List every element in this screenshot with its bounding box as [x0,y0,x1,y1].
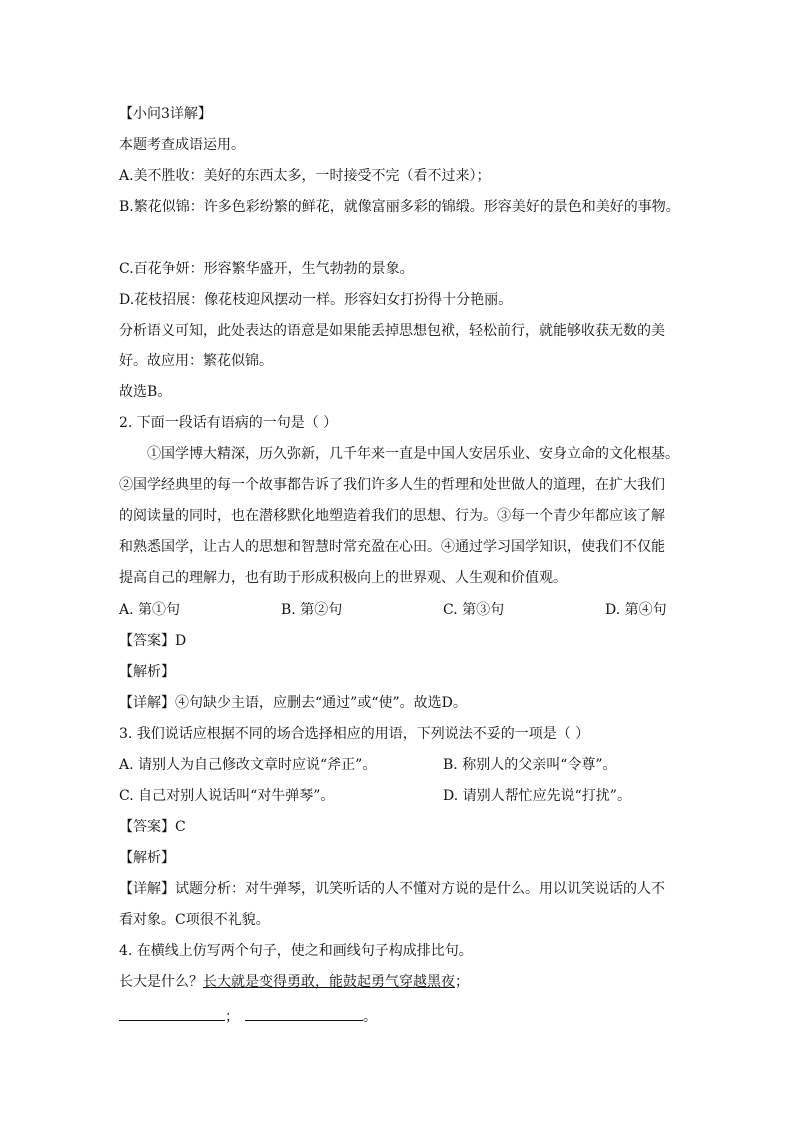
q3-option-b: B. 称别人的父亲叫“令尊”。 [443,757,617,773]
q2-passage-line3: 的阅读量的同时，也在潜移默化地塑造着我们的思想、行为。③每一个青少年都应该了解 [119,508,665,524]
q2-answer: 【答案】D [119,633,187,649]
q2-passage-line5: 提高自己的理解力，也有助于形成积极向上的世界观、人生观和价值观。 [119,570,567,586]
q4-example-prefix: 长大是什么？ [119,974,203,990]
q3-option-a: A. 请别人为自己修改文章时应说“斧正”。 [119,757,377,773]
sub3-analysis-line2: 好。故应用：繁花似锦。 [119,353,273,369]
q2-option-a: A. 第①句 [119,602,181,618]
q4-blank-1[interactable] [119,1006,225,1021]
q2-option-c: C. 第③句 [443,602,505,618]
sub3-option-b: B.繁花似锦：许多色彩纷繁的鲜花，就像富丽多彩的锦缎。形容美好的景色和美好的事物。 [119,199,680,215]
q2-analysis-label: 【解析】 [119,664,175,680]
q2-detail: 【详解】④句缺少主语，应删去“通过”或“使”。故选D。 [119,695,467,711]
sub3-option-d: D.花枝招展：像花枝迎风摆动一样。形容妇女打扮得十分艳丽。 [119,292,513,308]
q4-blanks-line [119,1006,377,1027]
q4-example-underlined: 长大就是变得勇敢，能鼓起勇气穿越黑夜 [203,974,455,990]
q4-blank-2[interactable] [245,1006,363,1021]
q4-stem: 4. 在横线上仿写两个句子，使之和画线句子构成排比句。 [119,943,473,959]
q3-answer: 【答案】C [119,819,186,835]
q3-detail-line1: 【详解】试题分析：对牛弹琴，讥笑听话的人不懂对方说的是什么。用以讥笑说话的人不 [119,881,665,897]
q3-option-c: C. 自己对别人说话叫“对牛弹琴”。 [119,788,335,804]
q4-example [119,972,469,992]
sub3-analysis-line1: 分析语义可知，此处表达的语意是如果能丢掉思想包袱，轻松前行，就能够收获无数的美 [119,323,665,339]
q2-passage-line4: 和熟悉国学，让古人的思想和智慧时常充盈在心田。④通过学习国学知识，使我们不仅能 [119,539,665,555]
q4-example-suffix: ； [455,974,469,990]
sub3-header: 【小问3详解】 [119,106,212,122]
q3-detail-line2: 看对象。C项很不礼貌。 [119,912,270,928]
q2-stem: 2. 下面一段话有语病的一句是（ ） [119,415,338,431]
q4-blank-end: 。 [363,1009,377,1025]
q4-blank-separator: ； [225,1009,239,1025]
q2-passage-line2: ②国学经典里的每一个故事都告诉了我们许多人生的哲理和处世做人的道理，在扩大我们 [119,477,665,493]
sub3-option-c: C.百花争妍：形容繁华盛开，生气勃勃的景象。 [119,261,414,277]
q2-option-d: D. 第④句 [605,602,667,618]
q3-analysis-label: 【解析】 [119,850,175,866]
q3-stem: 3. 我们说话应根据不同的场合选择相应的用语，下列说法不妥的一项是（ ） [119,726,590,742]
sub3-conclusion: 故选B。 [119,384,172,400]
q2-passage-line1: ①国学博大精深，历久弥新，几千年来一直是中国人安居乐业、安身立命的文化根基。 [147,446,679,462]
q2-option-b: B. 第②句 [281,602,343,618]
q3-option-d: D. 请别人帮忙应先说“打扰”。 [443,788,631,804]
sub3-option-a: A.美不胜收：美好的东西太多，一时接受不完（看不过来）； [119,168,491,184]
sub3-intro: 本题考查成语运用。 [119,137,245,153]
